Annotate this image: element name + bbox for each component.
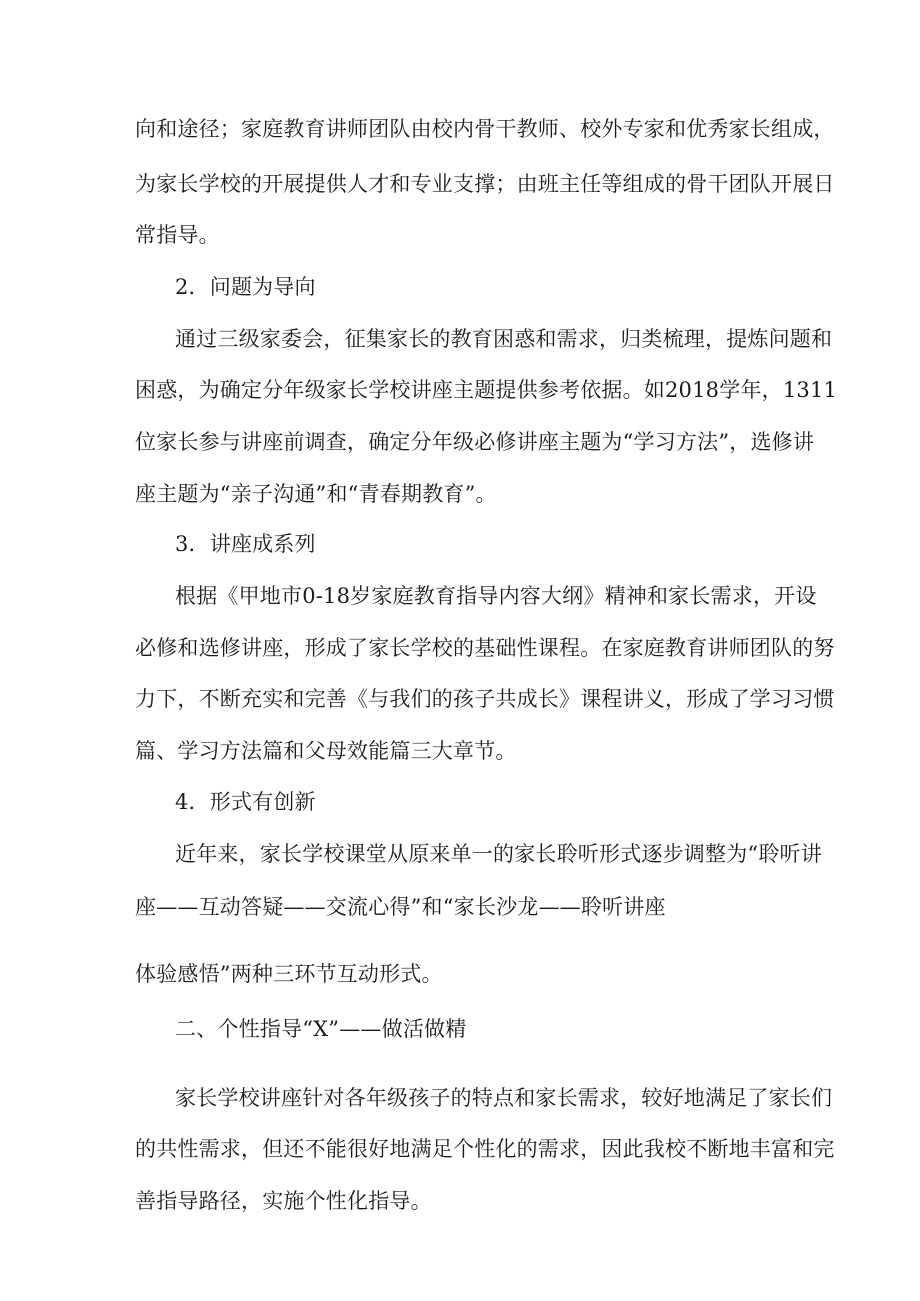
paragraph-line: 体验感悟”两种三环节互动形式。 bbox=[135, 962, 443, 986]
paragraph-line: 必修和选修讲座，形成了家长学校的基础性课程。在家庭教育讲师团队的努 bbox=[135, 636, 835, 660]
paragraph-line: 根据《甲地市0-18岁家庭教育指导内容大纲》精神和家长需求，开设 bbox=[175, 584, 817, 608]
paragraph-line: 篇、学习方法篇和父母效能篇三大章节。 bbox=[135, 739, 517, 763]
paragraph-line: 位家长参与讲座前调查，确定分年级必修讲座主题为“学习方法”，选修讲 bbox=[135, 430, 815, 454]
section-heading: 二、个性指导“X”——做活做精 bbox=[175, 1017, 467, 1041]
section-heading: 4．形式有创新 bbox=[175, 790, 316, 814]
section-heading: 2．问题为导向 bbox=[175, 275, 316, 299]
section-heading: 3．讲座成系列 bbox=[175, 532, 316, 556]
paragraph-line: 近年来，家长学校课堂从原来单一的家长聆听形式逐步调整为“聆听讲 bbox=[175, 842, 822, 866]
paragraph-line: 家长学校讲座针对各年级孩子的特点和家长需求，较好地满足了家长们 bbox=[175, 1086, 833, 1110]
paragraph-line: 力下，不断充实和完善《与我们的孩子共成长》课程讲义，形成了学习习惯 bbox=[135, 687, 835, 711]
paragraph-line: 的共性需求，但还不能很好地满足个性化的需求，因此我校不断地丰富和完 bbox=[135, 1137, 835, 1161]
paragraph-line: 常指导。 bbox=[135, 223, 220, 247]
paragraph-line: 向和途径；家庭教育讲师团队由校内骨干教师、校外专家和优秀家长组成， bbox=[135, 117, 835, 141]
paragraph-line: 善指导路径，实施个性化指导。 bbox=[135, 1189, 432, 1213]
paragraph-line: 座——互动答疑——交流心得”和“家长沙龙——聆听讲座 bbox=[135, 895, 666, 919]
paragraph-line: 通过三级家委会，征集家长的教育困惑和需求，归类梳理，提炼问题和 bbox=[175, 327, 833, 351]
paragraph-line: 困惑，为确定分年级家长学校讲座主题提供参考依据。如2018学年，1311 bbox=[135, 378, 838, 402]
paragraph-line: 座主题为“亲子沟通”和“青春期教育”。 bbox=[135, 482, 497, 506]
paragraph-line: 为家长学校的开展提供人才和专业支撑；由班主任等组成的骨干团队开展日 bbox=[135, 172, 835, 196]
